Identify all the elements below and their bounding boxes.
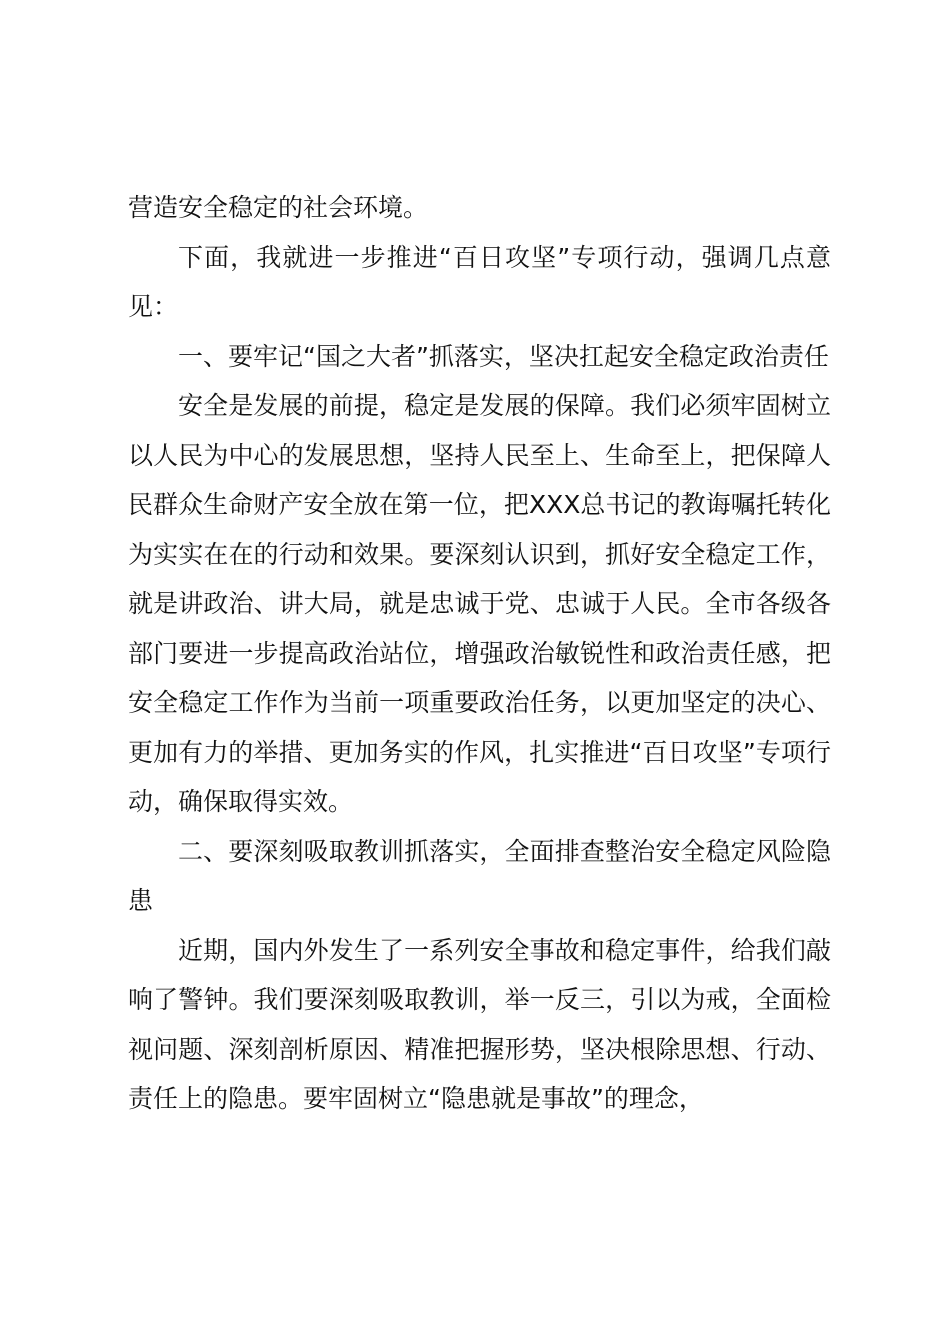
paragraph-intro: 下面，我就进一步推进“百日攻坚”专项行动，强调几点意见： — [128, 242, 831, 321]
document-body — [128, 183, 831, 1124]
section-heading-1: 一、要牢记“国之大者”抓落实，坚决扛起安全稳定政治责任 — [178, 341, 829, 371]
paragraph-body-2: 近期，国内外发生了一系列安全事故和稳定事件，给我们敲响了警钟。我们要深刻吸取教训，举一反三，引以为戒，全面检视问题、深刻剖析原因、精准把握形势，坚决根除思想、行动、责任上的隐患。要牢固树立“隐患就是事故”的理念， — [128, 935, 831, 1113]
paragraph-continuation: 营造安全稳定的社会环境。 — [128, 193, 429, 222]
section-heading-2: 二、要深刻吸取教训抓落实，全面排查整治安全稳定风险隐患 — [128, 836, 831, 915]
paragraph-body-1: 安全是发展的前提，稳定是发展的保障。我们必须牢固树立以人民为中心的发展思想，坚持人民至上、生命至上，把保障人民群众生命财产安全放在第一位，把XXX总书记的教诲嘱托转化为实实在在的行动和效果。要深刻认识到，抓好安全稳定工作，就是讲政治、讲大局，就是忠诚于党、忠诚于人民。全市各级各部门要进一步提高政治站位，增强政治敏锐性和政治责任感，把安全稳定工作作为当前一项重要政治任务，以更加坚定的决心、更加有力的举措、更加务实的作风，扎实推进“百日攻坚”专项行动，确保取得实效。 — [128, 391, 831, 816]
